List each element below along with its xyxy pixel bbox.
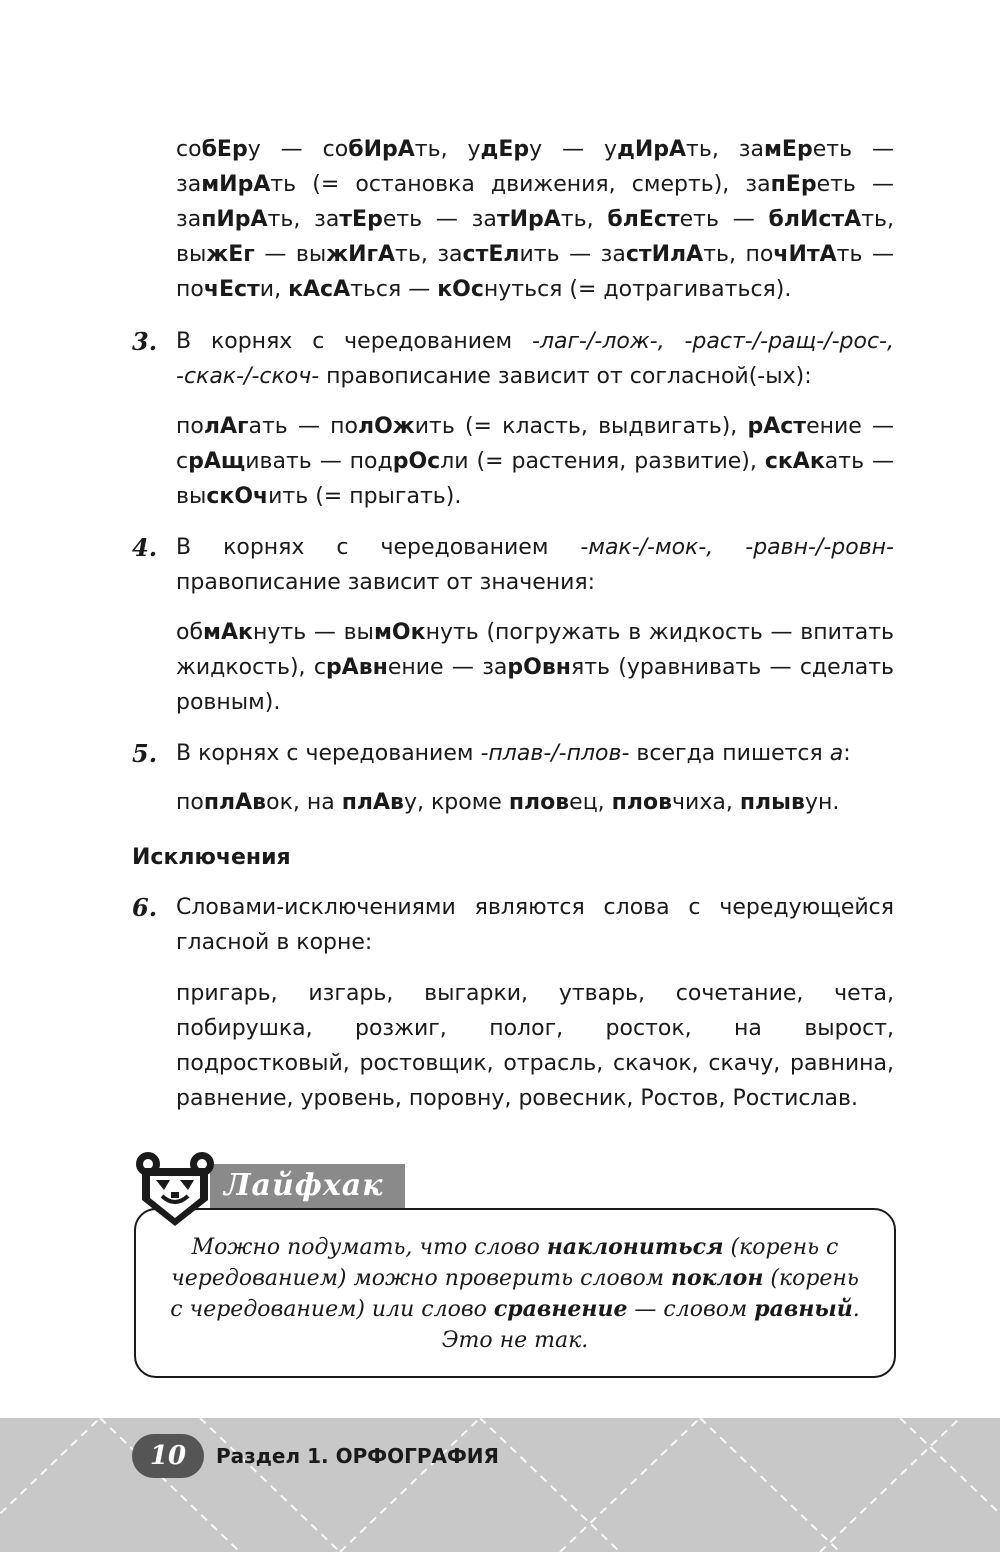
bold-fragment: рОвн [507, 655, 571, 680]
bold-fragment: тИрА [496, 207, 561, 232]
text-fragment: ец, [569, 790, 612, 815]
bear-mascot-icon [134, 1148, 216, 1230]
exceptions-heading: Исключения [132, 845, 291, 870]
bold-fragment: дИрА [617, 137, 687, 162]
bold-fragment: пИрА [201, 207, 268, 232]
bold-fragment: блЕст [607, 207, 680, 232]
bold-fragment: рОс [392, 449, 441, 474]
text-fragment: пригарь, изгарь, выгарки, утварь, сочетание, чета, побирушка, розжиг, полог, росток, на вырост, подростковый, ростовщик, отрасль, скачок, скачу, равнина, равнение, уровень, поровну, ровесник, Ростов, Ростислав. [176, 981, 894, 1111]
bold-fragment: рАщ [188, 449, 246, 474]
bold-fragment: лОж [357, 414, 415, 439]
text-fragment: ивать — под [245, 449, 393, 474]
text-fragment: нуть (погружать в жидкость — впитать жидкость), с [176, 620, 894, 680]
text-fragment: ть, вы [176, 207, 894, 267]
bold-fragment: поклон [671, 1265, 764, 1291]
bold-fragment: плАв [203, 790, 267, 815]
text-fragment: правописание зависит от согласной(-ых): [319, 364, 812, 389]
bold-fragment: кАсА [288, 277, 351, 302]
text-fragment: об [176, 620, 204, 645]
bold-fragment: сравнение [493, 1296, 628, 1322]
text-fragment: В корнях с чередованием [176, 329, 533, 354]
bold-fragment: плАв [341, 790, 404, 815]
text-fragment: правописание зависит от значения: [176, 570, 596, 595]
bold-fragment: рАст [747, 414, 807, 439]
text-fragment: у — со [247, 137, 349, 162]
bold-fragment: жЕг [206, 242, 255, 267]
bold-fragment: мАк [203, 620, 253, 645]
bold-fragment: чЕст [203, 277, 260, 302]
text-fragment: ться — [350, 277, 438, 302]
page-number: 10 [132, 1434, 204, 1478]
rule-example-3 [176, 409, 894, 514]
text-fragment: ать — вы [176, 449, 894, 509]
text-fragment: ун. [804, 790, 840, 815]
bold-fragment: мИрА [201, 172, 271, 197]
text-fragment: ение — с [176, 414, 895, 474]
bold-fragment: скОч [206, 484, 269, 509]
text-fragment: Словами-исключениями являются слова с чередующейся гласной в корне: [176, 895, 894, 955]
text-fragment: ть, за [267, 207, 340, 232]
text-fragment: ть — по [176, 242, 894, 302]
text-fragment: по [176, 414, 204, 439]
text-fragment: ть, за [395, 242, 463, 267]
bold-fragment: блИстА [768, 207, 862, 232]
rule-example-4 [176, 615, 894, 720]
italic-fragment: -мак-/-мок-, -равн-/-ровн- [580, 535, 894, 560]
bold-fragment: лАг [203, 414, 249, 439]
bold-fragment: стЕл [462, 242, 520, 267]
text-fragment: : [843, 741, 851, 766]
item-number: 3. [132, 327, 158, 356]
text-fragment: — словом [627, 1297, 755, 1322]
bold-fragment: плов [611, 790, 673, 815]
item-number: 4. [132, 533, 158, 562]
rule-text [176, 530, 894, 600]
rule-example-5 [176, 785, 894, 820]
text-fragment: еть — за [176, 137, 894, 197]
text-fragment: по [176, 790, 204, 815]
bold-fragment: дЕр [480, 137, 530, 162]
text-fragment: ить (= прыгать). [268, 484, 462, 509]
continuation-paragraph [176, 132, 894, 307]
text-fragment: Можно подумать, что слово [191, 1235, 547, 1260]
text-fragment: еть — за [176, 172, 894, 232]
rule-text [176, 890, 894, 960]
text-fragment: всегда пишется [629, 741, 830, 766]
text-fragment: ть (= остановка движения, смерть), за [270, 172, 771, 197]
bold-fragment: бЕр [201, 137, 248, 162]
bold-fragment: жИгА [326, 242, 396, 267]
text-fragment: ть, [560, 207, 608, 232]
text-fragment: — вы [254, 242, 327, 267]
bold-fragment: тЕр [339, 207, 383, 232]
text-fragment: ли (= растения, развитие), [440, 449, 765, 474]
text-fragment: чиха, [672, 790, 740, 815]
text-fragment: ить (= класть, выдвигать), [414, 414, 748, 439]
text-fragment: ять (уравнивать — сделать ровным). [176, 655, 894, 715]
section-title: Раздел 1. ОРФОГРАФИЯ [216, 1444, 499, 1468]
bold-fragment: чИтА [773, 242, 837, 267]
bold-fragment: плов [508, 790, 570, 815]
rule-text [176, 736, 894, 771]
bold-fragment: скАк [764, 449, 825, 474]
text-fragment: (корень с чередованием) или слово [170, 1266, 859, 1322]
item-number: 6. [132, 893, 158, 922]
exceptions-list [176, 976, 894, 1116]
text-fragment: еть — за [382, 207, 497, 232]
text-fragment: ить — за [519, 242, 626, 267]
bold-fragment: мОк [373, 620, 426, 645]
text-fragment: у — у [529, 137, 618, 162]
italic-fragment: а [829, 741, 844, 766]
text-fragment: ок, на [266, 790, 342, 815]
text-fragment: В корнях с чередованием [176, 535, 581, 560]
text-fragment: В корнях с чередованием [176, 741, 481, 766]
bold-fragment: бИрА [348, 137, 415, 162]
text-fragment: (корень с чередованием) можно проверить словом [171, 1235, 839, 1291]
text-fragment: нуться (= дотрагиваться). [483, 277, 792, 302]
rule-text [176, 324, 894, 394]
text-fragment: еть — [679, 207, 769, 232]
bold-fragment: мЕр [763, 137, 813, 162]
bold-fragment: пЕр [770, 172, 817, 197]
text-fragment: ать — по [248, 414, 358, 439]
bold-fragment: кОс [437, 277, 484, 302]
lifehack-text [170, 1232, 860, 1356]
text-fragment: . Это не так. [441, 1297, 860, 1353]
text-fragment: нуть — вы [252, 620, 374, 645]
text-fragment: и, [259, 277, 289, 302]
bold-fragment: наклониться [546, 1234, 724, 1260]
text-fragment: со [176, 137, 202, 162]
text-fragment: ение — за [387, 655, 508, 680]
item-number: 5. [132, 739, 158, 768]
text-fragment: ть, по [703, 242, 774, 267]
bold-fragment: стИлА [625, 242, 704, 267]
italic-fragment: -лаг-/-лож-, -раст-/-ращ-/-рос-, -скак-/-скоч- [176, 329, 894, 389]
text-fragment: ть, за [686, 137, 764, 162]
bold-fragment: плыв [739, 790, 805, 815]
bold-fragment: равный [754, 1296, 853, 1322]
italic-fragment: -плав-/-плов- [480, 741, 630, 766]
text-fragment: ть, у [414, 137, 481, 162]
lifehack-title: Лайфхак [210, 1164, 405, 1208]
bold-fragment: рАвн [325, 655, 388, 680]
text-fragment: у, кроме [403, 790, 509, 815]
